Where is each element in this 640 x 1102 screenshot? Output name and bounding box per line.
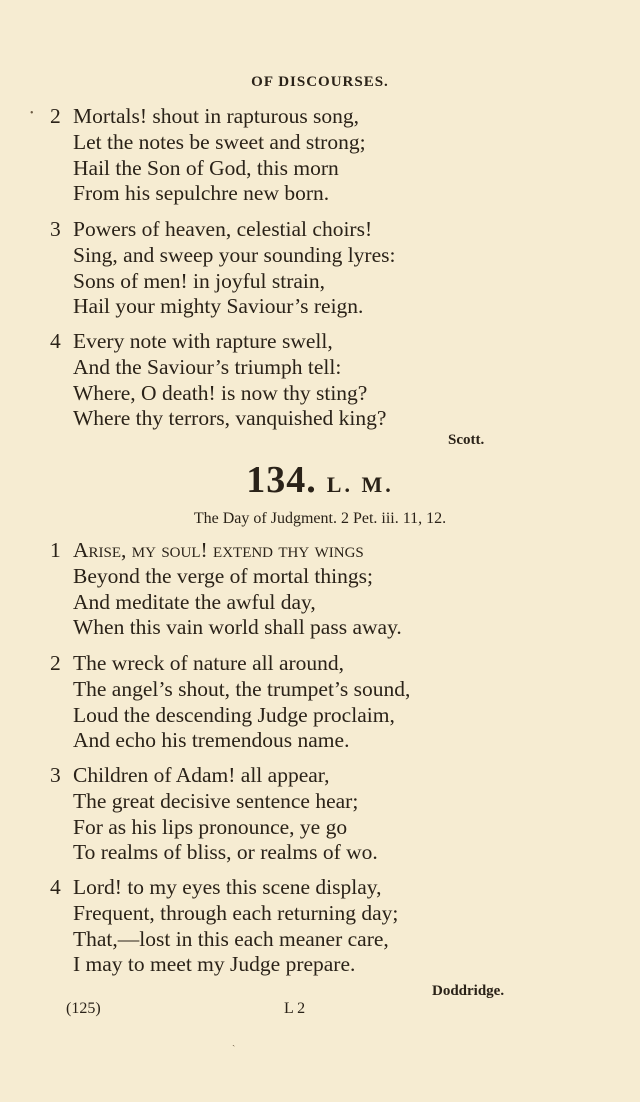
signature-mark: L 2 — [284, 1000, 306, 1017]
stanza — [50, 651, 410, 754]
stanza — [50, 104, 366, 207]
verse-line: For as his lips pronounce, ye go — [73, 814, 348, 839]
verse-line: Hail your mighty Saviour’s reign. — [73, 294, 364, 319]
verse-line: 2 Mortals! shout in rapturous song, — [50, 104, 360, 128]
verse-line: Beyond the verge of mortal things; — [73, 563, 373, 588]
verse-line: Sons of men! in joyful strain, — [73, 268, 326, 293]
page-number: (125) — [66, 1000, 101, 1017]
stanza — [50, 538, 402, 641]
hymn-number: 134. — [246, 459, 317, 501]
verse-line: Where thy terrors, vanquished king? — [73, 406, 387, 431]
hymn-meter: L. M. — [326, 472, 394, 497]
stanza — [50, 875, 398, 978]
stanza — [50, 217, 395, 320]
stanza-number: 4 — [50, 329, 61, 353]
hymn-heading — [0, 458, 640, 502]
verse-line: 4 Lord! to my eyes this scene display, — [50, 875, 382, 899]
hymn-subtitle: The Day of Judgment. 2 Pet. iii. 11, 12. — [193, 510, 447, 527]
verse-line: 3 Children of Adam! all appear, — [50, 763, 330, 787]
verse-line: The great decisive sentence hear; — [73, 788, 359, 813]
verse-line: From his sepulchre new born. — [73, 181, 330, 206]
stanza-number: 4 — [50, 875, 61, 899]
verse-line: I may to meet my Judge prepare. — [73, 952, 356, 977]
verse-line: 4 Every note with rapture swell, — [50, 329, 333, 353]
verse-line: To realms of bliss, or realms of wo. — [73, 840, 378, 865]
verse-line: 3 Powers of heaven, celestial choirs! — [50, 217, 373, 241]
running-header: OF DISCOURSES. — [251, 74, 389, 90]
hymn-author: Scott. — [448, 432, 485, 448]
stanza — [50, 329, 386, 432]
stanza-number: 2 — [50, 104, 61, 128]
verse-line: Loud the descending Judge proclaim, — [73, 702, 395, 727]
verse-line: That,—lost in this each meaner care, — [73, 926, 389, 951]
margin-mark: • — [30, 108, 34, 119]
verse-line: The angel’s shout, the trumpet’s sound, — [73, 676, 411, 701]
verse-line: 2 The wreck of nature all around, — [50, 651, 345, 675]
verse-line: And meditate the awful day, — [73, 589, 316, 614]
margin-mark: ˎ — [232, 1036, 236, 1047]
stanza-number: 3 — [50, 217, 61, 241]
stanza-number: 3 — [50, 763, 61, 787]
verse-line: Hail the Son of God, this morn — [73, 155, 339, 180]
verse-line: When this vain world shall pass away. — [73, 615, 402, 640]
hymn-author: Doddridge. — [432, 983, 505, 999]
verse-line: And the Saviour’s triumph tell: — [73, 354, 342, 379]
stanza — [50, 763, 378, 866]
verse-line: 1 Arise, my soul! extend thy wings — [50, 538, 364, 562]
verse-line: Sing, and sweep your sounding lyres: — [73, 242, 396, 267]
verse-line: Let the notes be sweet and strong; — [73, 129, 366, 154]
verse-line: And echo his tremendous name. — [73, 728, 350, 753]
verse-line: Frequent, through each returning day; — [73, 900, 399, 925]
stanza-number: 1 — [50, 538, 61, 562]
stanza-number: 2 — [50, 651, 61, 675]
verse-line: Where, O death! is now thy sting? — [73, 380, 368, 405]
